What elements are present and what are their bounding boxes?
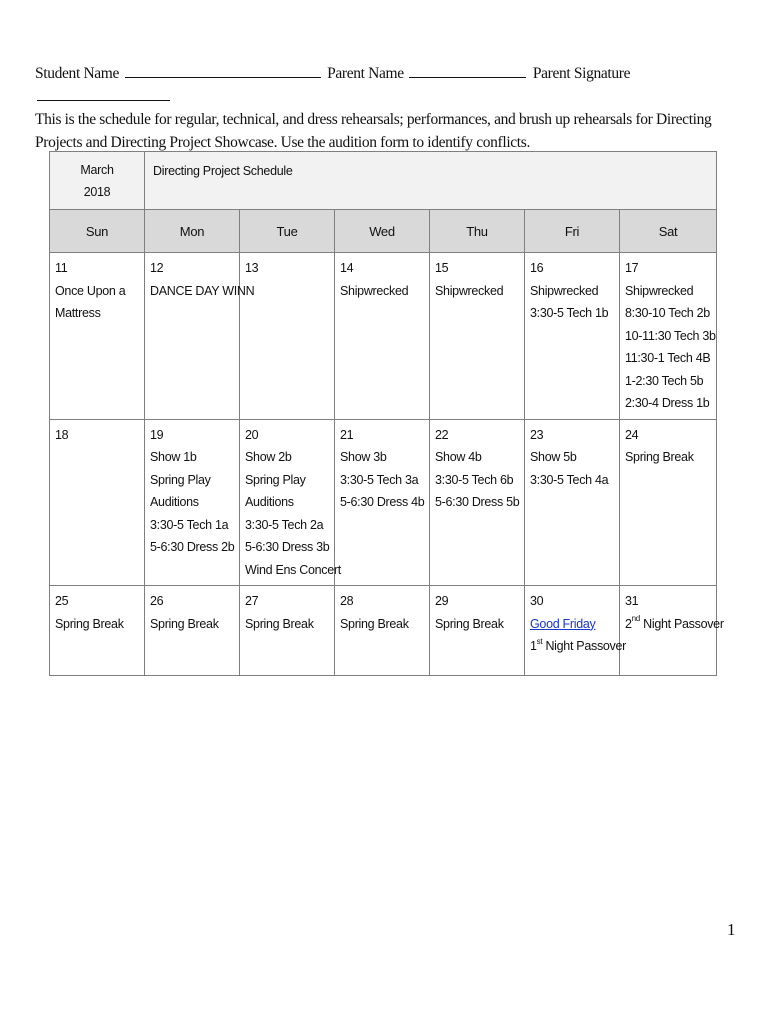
event-entry: 5-6:30 Dress 2b xyxy=(150,540,235,554)
day-cell[interactable] xyxy=(335,586,430,676)
event-entry: 2:30-4 Dress 1b xyxy=(625,396,710,410)
day-number: 24 xyxy=(625,427,639,442)
weekday-header-sun: Sun xyxy=(50,210,145,253)
month-label: March xyxy=(80,162,114,177)
week-row xyxy=(50,419,717,586)
calendar-caption: Directing Project Schedule xyxy=(145,152,717,210)
event-entry: 3:30-5 Tech 3a xyxy=(340,472,419,487)
event-entry: Mattress xyxy=(55,306,101,320)
day-number: 22 xyxy=(435,427,449,442)
day-cell[interactable] xyxy=(430,586,525,676)
day-number: 20 xyxy=(245,427,259,442)
day-cell[interactable] xyxy=(50,253,145,420)
event-entry: Shipwrecked xyxy=(530,283,599,298)
event-entry: 10-11:30 Tech 3b xyxy=(625,328,716,343)
weekday-header-row xyxy=(50,210,717,253)
event-entry: 3:30-5 Tech 1b xyxy=(530,306,609,320)
event-entry: Auditions xyxy=(245,495,294,509)
event-entry: Spring Break xyxy=(340,616,409,631)
good-friday-link[interactable]: Good Friday xyxy=(530,616,596,631)
calendar-title-row xyxy=(50,152,717,210)
event-entry: Once Upon a xyxy=(55,283,126,298)
day-number: 17 xyxy=(625,261,639,275)
event-entry: 3:30-5 Tech 2a xyxy=(245,517,324,532)
day-number: 30 xyxy=(530,594,544,608)
month-year-cell xyxy=(50,152,145,210)
event-entry: Show 1b xyxy=(150,450,197,464)
calendar-weeks xyxy=(50,253,724,676)
day-cell[interactable] xyxy=(525,419,620,586)
event-entry: 3:30-5 Tech 6b xyxy=(435,472,514,487)
week-row xyxy=(50,586,717,676)
event-entry: Spring Break xyxy=(55,616,124,631)
day-cell[interactable] xyxy=(240,253,335,420)
day-cell[interactable] xyxy=(620,586,724,676)
event-entry: Spring Play xyxy=(150,472,211,487)
weekday-header-wed: Wed xyxy=(335,210,430,253)
event-entry: 3:30-5 Tech 1a xyxy=(150,517,229,532)
day-cell[interactable] xyxy=(335,419,430,586)
day-number: 31 xyxy=(625,594,639,608)
weekday-header-mon: Mon xyxy=(145,210,240,253)
schedule-intro-text: This is the schedule for regular, technical, and dress rehearsals; performances, and brush up rehearsals for Directing Projects and Directing Project Showcase. Use the audition form to identify conflicts. xyxy=(35,111,712,151)
event-entry: Spring Break xyxy=(625,450,694,464)
event-entry: Show 2b xyxy=(245,450,292,464)
day-cell[interactable] xyxy=(50,586,145,676)
student-name-label: Student Name xyxy=(35,65,120,82)
day-cell[interactable] xyxy=(145,419,240,586)
weekday-header-fri: Fri xyxy=(525,210,620,253)
event-entry: 5-6:30 Dress 4b xyxy=(340,495,425,509)
event-entry: 5-6:30 Dress 5b xyxy=(435,495,520,509)
day-cell[interactable] xyxy=(240,586,335,676)
day-cell[interactable] xyxy=(50,419,145,586)
day-number: 26 xyxy=(150,594,164,608)
day-number: 18 xyxy=(55,427,69,442)
event-entry: 1st Night Passover xyxy=(530,636,627,653)
week-row xyxy=(50,253,717,420)
parent-name-field[interactable] xyxy=(409,63,526,78)
event-entry: Spring Break xyxy=(245,616,314,631)
day-cell[interactable] xyxy=(525,253,620,420)
day-number: 13 xyxy=(245,261,259,275)
event-entry: Show 5b xyxy=(530,450,577,464)
day-cell[interactable] xyxy=(525,586,627,676)
event-entry: 11:30-1 Tech 4B xyxy=(625,351,711,365)
day-number: 11 xyxy=(55,261,68,275)
day-cell[interactable] xyxy=(620,253,717,420)
event-entry: Auditions xyxy=(150,495,199,509)
day-number: 16 xyxy=(530,261,544,275)
day-number: 23 xyxy=(530,427,544,442)
form-header xyxy=(35,62,735,154)
day-cell[interactable] xyxy=(430,253,525,420)
day-number: 29 xyxy=(435,594,449,608)
event-entry: 5-6:30 Dress 3b xyxy=(245,540,330,554)
event-entry: Wind Ens Concert xyxy=(245,562,341,577)
student-name-field[interactable] xyxy=(125,63,321,78)
event-entry: Spring Break xyxy=(435,616,504,631)
parent-signature-label: Parent Signature xyxy=(532,65,631,82)
event-entry: Show 4b xyxy=(435,450,482,464)
event-entry: 2nd Night Passover xyxy=(625,614,724,631)
event-entry: Show 3b xyxy=(340,450,387,464)
weekday-header-tue: Tue xyxy=(240,210,335,253)
event-entry: Shipwrecked xyxy=(435,283,504,298)
day-cell[interactable] xyxy=(430,419,525,586)
event-entry: 3:30-5 Tech 4a xyxy=(530,472,609,487)
parent-name-label: Parent Name xyxy=(327,65,404,82)
event-entry: Spring Play xyxy=(245,472,306,487)
day-cell[interactable] xyxy=(335,253,430,420)
signature-line xyxy=(35,62,735,108)
schedule-calendar xyxy=(49,151,724,676)
day-number: 28 xyxy=(340,594,354,608)
event-entry: Shipwrecked xyxy=(340,283,409,298)
day-number: 12 xyxy=(150,261,164,275)
parent-signature-field[interactable] xyxy=(37,86,170,101)
day-number: 14 xyxy=(340,261,354,275)
event-entry: 1-2:30 Tech 5b xyxy=(625,373,704,388)
page-number: 1 xyxy=(727,920,736,939)
day-cell[interactable] xyxy=(240,419,341,586)
day-number: 21 xyxy=(340,427,354,442)
day-cell[interactable] xyxy=(620,419,717,586)
event-entry: 8:30-10 Tech 2b xyxy=(625,306,710,320)
event-entry: DANCE DAY WINN xyxy=(150,283,255,298)
weekday-header-sat: Sat xyxy=(620,210,717,253)
day-number: 19 xyxy=(150,427,164,442)
day-cell[interactable] xyxy=(145,586,240,676)
weekday-header-thu: Thu xyxy=(430,210,525,253)
day-number: 15 xyxy=(435,261,449,275)
event-entry: Shipwrecked xyxy=(625,283,694,298)
day-number: 27 xyxy=(245,594,259,608)
event-entry: Spring Break xyxy=(150,616,219,631)
day-number: 25 xyxy=(55,594,69,608)
year-label: 2018 xyxy=(83,184,111,199)
